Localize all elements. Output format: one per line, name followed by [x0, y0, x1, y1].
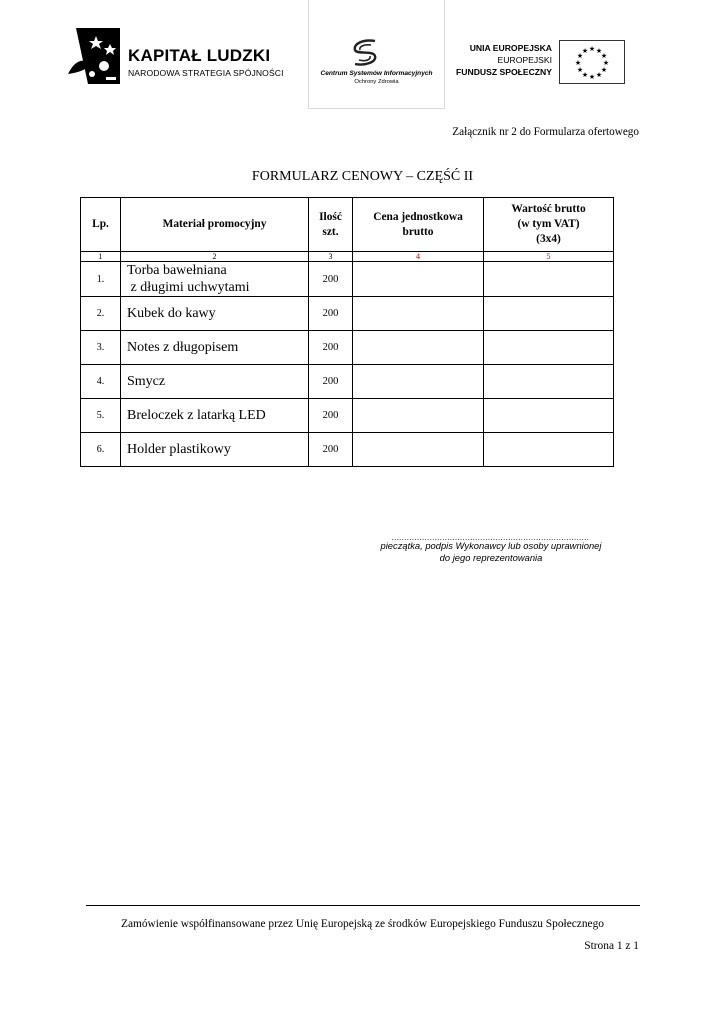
csioz-logo	[308, 0, 445, 109]
eu-line-1: UNIA EUROPEJSKA	[469, 43, 552, 53]
signature-caption-line-2: do jego reprezentowania	[439, 552, 543, 563]
svg-text:★: ★	[600, 66, 608, 74]
csioz-subtitle: Ochrony Zdrowia	[354, 79, 399, 85]
table-row	[81, 297, 614, 331]
header-unit-price-line-1: Cena jednostkowa	[373, 210, 463, 223]
row-material: Notes z długopisem	[121, 331, 309, 365]
row-material: Breloczek z latarką LED	[121, 399, 309, 433]
table-row	[81, 399, 614, 433]
header-lp: Lp.	[81, 198, 121, 252]
row-qty: 200	[309, 297, 353, 331]
csioz-swirl-icon	[349, 38, 381, 68]
header-gross-line-1: Wartość brutto	[511, 203, 586, 215]
column-number: 5	[484, 252, 614, 262]
kapital-ludzki-mark-icon	[66, 24, 122, 88]
svg-text:★: ★	[595, 71, 603, 79]
table-row	[81, 331, 614, 365]
row-unit-price-cell[interactable]	[353, 262, 484, 297]
csioz-name: Centrum Systemów Informacyjnych	[320, 70, 433, 77]
row-lp: 5.	[81, 399, 121, 433]
page-title: FORMULARZ CENOWY – CZĘŚĆ II	[251, 169, 474, 184]
row-gross-value-cell[interactable]	[484, 262, 614, 297]
column-number: 3	[309, 252, 353, 262]
svg-text:★: ★	[581, 47, 589, 55]
kapital-ludzki-logo	[66, 24, 296, 88]
svg-text:★: ★	[574, 59, 582, 67]
row-gross-value-cell[interactable]	[484, 433, 614, 467]
row-unit-price-cell[interactable]	[353, 331, 484, 365]
table-row	[81, 433, 614, 467]
eu-line-3: FUNDUSZ SPOŁECZNY	[456, 67, 552, 77]
row-qty: 200	[309, 262, 353, 297]
svg-text:★: ★	[588, 73, 596, 81]
eu-flag-icon	[559, 40, 625, 84]
svg-text:★: ★	[581, 71, 589, 79]
price-table	[80, 197, 614, 467]
header-gross-line-3: (3x4)	[536, 233, 561, 245]
row-lp: 4.	[81, 365, 121, 399]
svg-text:★: ★	[576, 66, 584, 74]
row-qty: 200	[309, 331, 353, 365]
header-material: Materiał promocyjny	[121, 198, 309, 252]
svg-text:★: ★	[576, 52, 584, 60]
header-unit-price	[353, 198, 484, 252]
row-unit-price-cell[interactable]	[353, 433, 484, 467]
row-gross-value-cell[interactable]	[484, 365, 614, 399]
header-qty	[309, 198, 353, 252]
kapital-ludzki-subtitle: NARODOWA STRATEGIA SPÓJNOŚCI	[128, 68, 284, 78]
signature-caption	[360, 540, 622, 564]
row-material-line-2: z długimi uchwytami	[127, 280, 250, 295]
kapital-ludzki-title: KAPITAŁ LUDZKI	[128, 46, 271, 65]
svg-text:★: ★	[588, 45, 596, 53]
header-gross-line-2: (w tym VAT)	[517, 218, 580, 230]
svg-text:★: ★	[600, 52, 608, 60]
row-unit-price-cell[interactable]	[353, 399, 484, 433]
table-header-row	[81, 198, 614, 252]
row-qty: 200	[309, 433, 353, 467]
row-material: Kubek do kawy	[121, 297, 309, 331]
row-lp: 3.	[81, 331, 121, 365]
table-row	[81, 365, 614, 399]
footer-text: Zamówienie współfinansowane przez Unię Europejską ze środków Europejskiego Funduszu Społecznego	[120, 918, 605, 930]
header-qty-line-2: szt.	[322, 225, 339, 238]
svg-text:★: ★	[602, 59, 610, 67]
column-number-row	[81, 252, 614, 262]
column-number: 2	[121, 252, 309, 262]
row-lp: 1.	[81, 262, 121, 297]
row-unit-price-cell[interactable]	[353, 365, 484, 399]
column-number: 4	[353, 252, 484, 262]
attachment-note: Załącznik nr 2 do Formularza ofertowego	[452, 126, 639, 138]
header-unit-price-line-2: brutto	[402, 225, 434, 238]
eu-logo-text	[440, 42, 552, 78]
page-number: Strona 1 z 1	[584, 940, 639, 952]
svg-text:★: ★	[595, 47, 603, 55]
row-material: Holder plastikowy	[121, 433, 309, 467]
header-gross-value	[484, 198, 614, 252]
row-gross-value-cell[interactable]	[484, 399, 614, 433]
footer-divider	[86, 905, 640, 906]
row-qty: 200	[309, 399, 353, 433]
signature-caption-line-1: pieczątka, podpis Wykonawcy lub osoby uprawnionej	[380, 540, 602, 551]
row-material-line-1: Torba bawełniana	[127, 263, 227, 278]
row-unit-price-cell[interactable]	[353, 297, 484, 331]
row-material	[121, 262, 309, 297]
row-material: Smycz	[121, 365, 309, 399]
eu-line-2: EUROPEJSKI	[497, 55, 552, 65]
column-number: 1	[81, 252, 121, 262]
row-qty: 200	[309, 365, 353, 399]
row-lp: 6.	[81, 433, 121, 467]
signature-line: ……………………………………………………………………	[391, 533, 589, 542]
header-qty-line-1: Ilość	[319, 210, 342, 223]
row-gross-value-cell[interactable]	[484, 297, 614, 331]
table-row	[81, 262, 614, 297]
row-gross-value-cell[interactable]	[484, 331, 614, 365]
row-lp: 2.	[81, 297, 121, 331]
